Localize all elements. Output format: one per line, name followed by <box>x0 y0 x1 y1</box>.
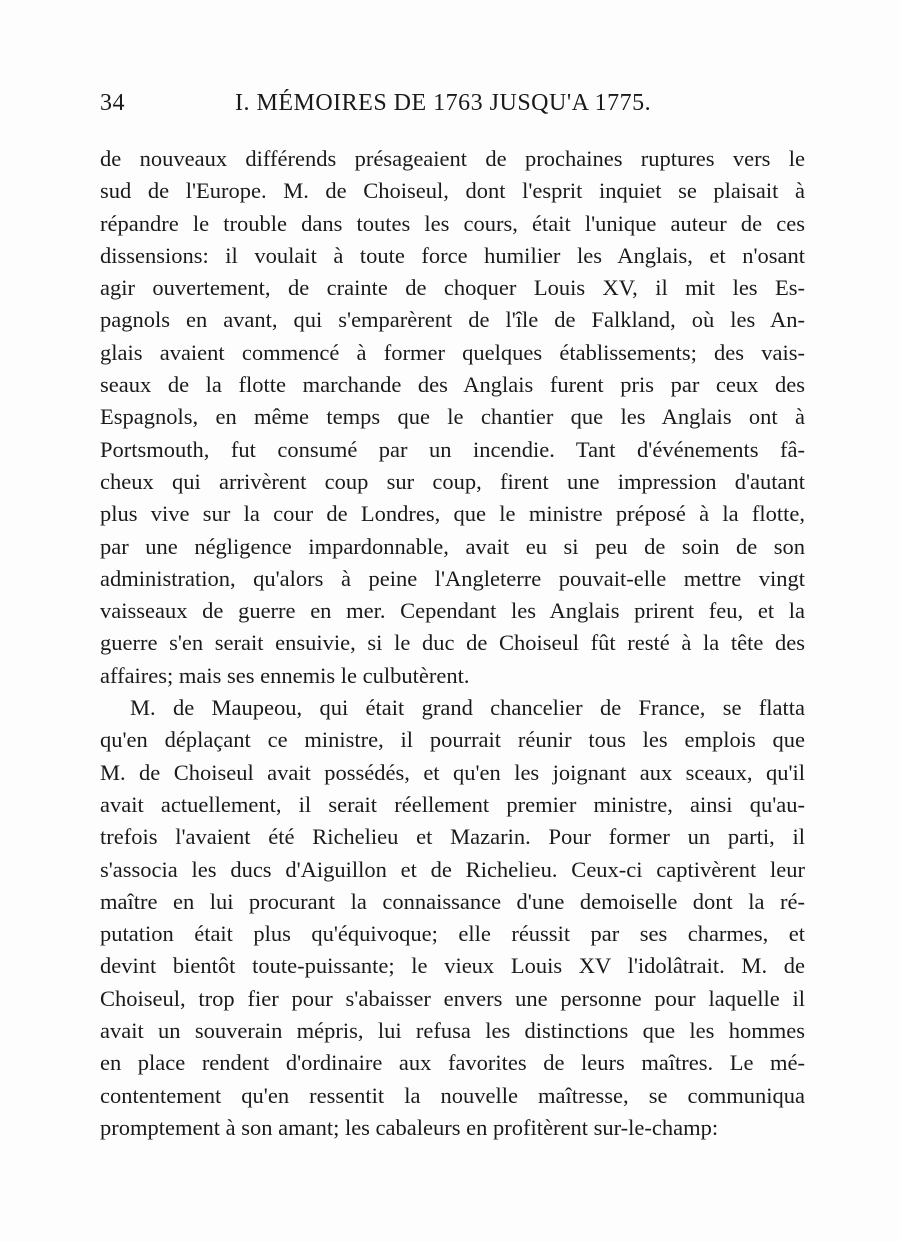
text-line: s'associa les ducs d'Aiguillon et de Richelieu. Ceux-ci captivèrent leur <box>100 856 805 882</box>
text-line: plus vive sur la cour de Londres, que le ministre préposé à la flotte, <box>100 501 805 527</box>
text-line: trefois l'avaient été Richelieu et Mazarin. Pour former un parti, il <box>100 824 805 850</box>
text-line: Portsmouth, fut consumé par un incendie. Tant d'événements fâ- <box>100 436 805 462</box>
text-line: administration, qu'alors à peine l'Angleterre pouvait-elle mettre vingt <box>100 565 805 591</box>
text-line: glais avaient commencé à former quelques établissements; des vais- <box>100 339 805 365</box>
page-number: 34 <box>100 90 125 116</box>
paragraph <box>100 692 805 1144</box>
running-title: I. MÉMOIRES DE 1763 JUSQU'A 1775. <box>235 90 652 116</box>
text-line: dissensions: il voulait à toute force humilier les Anglais, et n'osant <box>100 242 805 268</box>
text-line: seaux de la flotte marchande des Anglais furent pris par ceux des <box>100 372 805 398</box>
text-line: M. de Maupeou, qui était grand chancelier de France, se flatta <box>130 695 805 721</box>
text-line: promptement à son amant; les cabaleurs en profitèrent sur-le-champ: <box>100 1114 719 1140</box>
text-line: de nouveaux différends présageaient de prochaines ruptures vers le <box>100 146 805 171</box>
text-line: avait un souverain mépris, lui refusa les distinctions que les hommes <box>100 1018 805 1044</box>
text-line: cheux qui arrivèrent coup sur coup, firent une impression d'autant <box>100 468 805 494</box>
text-line: M. de Choiseul avait possédés, et qu'en les joignant aux sceaux, qu'il <box>100 759 805 785</box>
text-line: répandre le trouble dans toutes les cours, était l'unique auteur de ces <box>100 210 805 236</box>
text-line: devint bientôt toute-puissante; le vieux Louis XV l'idolâtrait. M. de <box>100 953 805 979</box>
text-line: contentement qu'en ressentit la nouvelle maîtresse, se communiqua <box>100 1082 805 1108</box>
text-line: par une négligence impardonnable, avait eu si peu de soin de son <box>100 533 805 559</box>
text-line: maître en lui procurant la connaissance d'une demoiselle dont la ré- <box>100 888 805 914</box>
text-line: putation était plus qu'équivoque; elle réussit par ses charmes, et <box>100 921 805 947</box>
text-line: sud de l'Europe. M. de Choiseul, dont l'esprit inquiet se plaisait à <box>100 178 805 204</box>
text-line: avait actuellement, il serait réellement premier ministre, ainsi qu'au- <box>100 791 805 817</box>
text-line: qu'en déplaçant ce ministre, il pourrait réunir tous les emplois que <box>100 727 805 753</box>
text-line: affaires; mais ses ennemis le culbutèrent. <box>100 662 470 688</box>
paragraph <box>100 143 805 692</box>
running-head <box>100 90 810 126</box>
text-line: vaisseaux de guerre en mer. Cependant les Anglais prirent feu, et la <box>100 598 805 624</box>
text-line: en place rendent d'ordinaire aux favorites de leurs maîtres. Le mé- <box>100 1050 805 1076</box>
text-line: Choiseul, trop fier pour s'abaisser envers une personne pour laquelle il <box>100 985 805 1011</box>
text-line: guerre s'en serait ensuivie, si le duc de Choiseul fût resté à la tête des <box>100 630 805 656</box>
text-line: Espagnols, en même temps que le chantier que les Anglais ont à <box>100 404 805 430</box>
text-line: pagnols en avant, qui s'emparèrent de l'île de Falkland, où les An- <box>100 307 805 333</box>
text-line: agir ouvertement, de crainte de choquer Louis XV, il mit les Es- <box>100 275 805 301</box>
body-text <box>100 143 805 1144</box>
